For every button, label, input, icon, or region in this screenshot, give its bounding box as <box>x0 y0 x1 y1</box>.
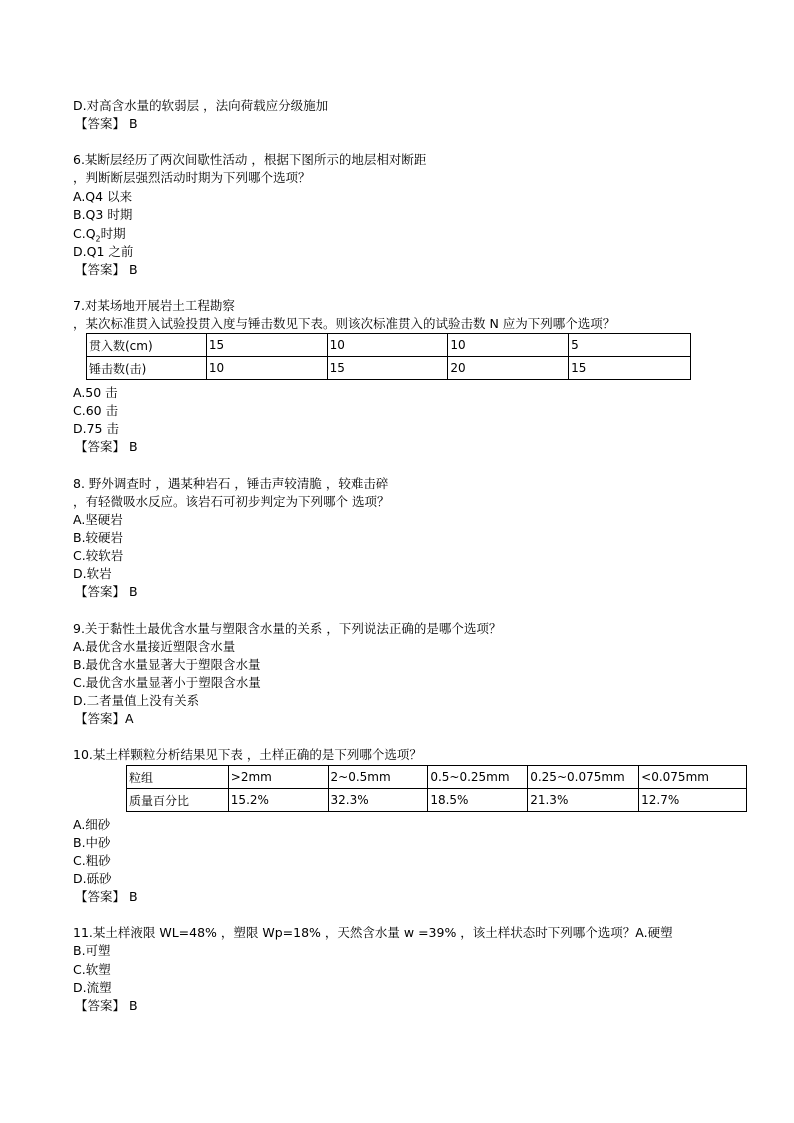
q10-option-d: D.砾砂 <box>73 871 112 886</box>
q7-option-d: D.75 击 <box>73 421 119 436</box>
q6-answer: 【答案】 B <box>75 262 138 277</box>
table-cell: 10 <box>206 357 327 380</box>
q10-answer: 【答案】 B <box>75 889 138 904</box>
table-cell: 粒组 <box>127 766 229 789</box>
q6-option-c-subscript: 2 <box>95 234 101 244</box>
q10-stem: 10.某土样颗粒分析结果见下表 ，土样正确的是下列哪个选项？ <box>73 747 422 762</box>
table-row <box>87 357 691 380</box>
q8-option-b: B.较硬岩 <box>73 530 124 545</box>
q8-answer: 【答案】 B <box>75 584 138 599</box>
q6-option-c-suffix: 时期 <box>100 226 126 241</box>
q11-answer: 【答案】 B <box>75 998 138 1013</box>
table-cell: <0.075mm <box>639 766 747 789</box>
q9-option-a: A.最优含水量接近塑限含水量 <box>73 639 236 654</box>
q7-stem-line2: ，某次标准贯入试验投贯入度与锤击数见下表。则该次标准贯入的试验击数 N 应为下列哪个选项？ <box>73 316 616 331</box>
table-cell: 5 <box>569 334 691 357</box>
q11-option-d: D.流塑 <box>73 980 112 995</box>
table-row <box>127 789 747 812</box>
q7-stem-line1: 7.对某场地开展岩土工程勘察 <box>73 298 235 313</box>
q6-option-b: B.Q3 时期 <box>73 207 133 222</box>
q7-option-c: C.60 击 <box>73 403 119 418</box>
table-row <box>127 766 747 789</box>
q10-option-b: B.中砂 <box>73 835 111 850</box>
q5-answer: 【答案】 B <box>75 116 138 131</box>
table-cell: 15 <box>569 357 691 380</box>
q6-option-d: D.Q1 之前 <box>73 244 134 259</box>
table-cell: 10 <box>448 334 569 357</box>
q9-option-c: C.最优含水量显著小于塑限含水量 <box>73 675 261 690</box>
q6-stem-line1: 6.某断层经历了两次间歇性活动 ，根据下图所示的地层相对断距 <box>73 152 427 167</box>
table-cell: 15 <box>206 334 327 357</box>
q11-option-c: C.软塑 <box>73 962 111 977</box>
q7-option-a: A.50 击 <box>73 385 118 400</box>
table-cell: 32.3% <box>328 789 428 812</box>
table-cell: 0.5~0.25mm <box>428 766 528 789</box>
q8-option-a: A.坚硬岩 <box>73 512 123 527</box>
table-row <box>87 334 691 357</box>
q6-option-c-prefix: C.Q <box>73 226 96 241</box>
q9-option-d: D.二者量值上没有关系 <box>73 693 200 708</box>
table-cell: >2mm <box>228 766 328 789</box>
table-cell: 15.2% <box>228 789 328 812</box>
q5-option-d: D.对高含水量的软弱层 ，法向荷载应分级施加 <box>73 98 329 113</box>
table-cell: 10 <box>327 334 448 357</box>
q6-option-a: A.Q4 以来 <box>73 189 133 204</box>
q8-option-c: C.较软岩 <box>73 548 124 563</box>
q7-table <box>86 333 691 380</box>
table-cell: 12.7% <box>639 789 747 812</box>
q8-option-d: D.软岩 <box>73 566 112 581</box>
q10-option-a: A.细砂 <box>73 817 111 832</box>
q7-answer: 【答案】 B <box>75 439 138 454</box>
q11-stem: 11.某土样液限 WL=48% ，塑限 Wp=18% ，天然含水量 w =39% ，该土样状态时下列哪个选项？A.硬塑 <box>73 925 673 940</box>
q10-option-c: C.粗砂 <box>73 853 111 868</box>
q9-option-b: B.最优含水量显著大于塑限含水量 <box>73 657 261 672</box>
q10-table <box>126 765 747 812</box>
q8-stem-line2: ，有轻微吸水反应。该岩石可初步判定为下列哪个 选项？ <box>73 494 390 509</box>
q6-stem-line2: ，判断断层强烈活动时期为下列哪个选项？ <box>73 170 311 185</box>
table-cell: 锤击数(击) <box>87 357 207 380</box>
table-cell: 18.5% <box>428 789 528 812</box>
table-cell: 质量百分比 <box>127 789 229 812</box>
table-cell: 0.25~0.075mm <box>528 766 639 789</box>
q8-stem-line1: 8. 野外调查时 ，遇某种岩石 ，锤击声较清脆 ，较难击碎 <box>73 476 389 491</box>
q11-option-b: B.可塑 <box>73 943 111 958</box>
q9-answer: 【答案】A <box>75 711 134 726</box>
table-cell: 20 <box>448 357 569 380</box>
table-cell: 贯入数(cm) <box>87 334 207 357</box>
table-cell: 2~0.5mm <box>328 766 428 789</box>
table-cell: 15 <box>327 357 448 380</box>
q9-stem: 9.关于黏性土最优含水量与塑限含水量的关系 ，下列说法正确的是哪个选项？ <box>73 621 502 636</box>
table-cell: 21.3% <box>528 789 639 812</box>
